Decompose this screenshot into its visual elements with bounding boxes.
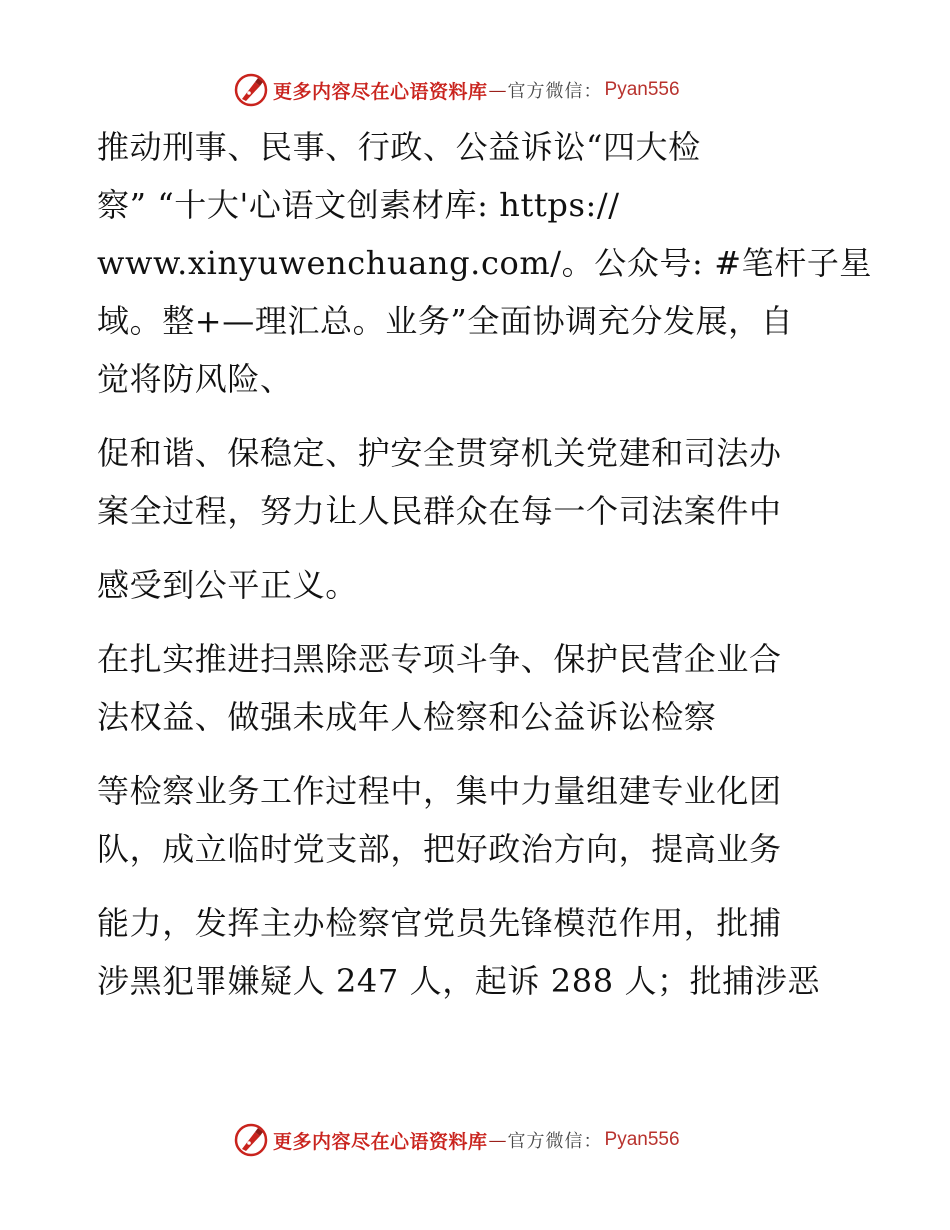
header-banner (233, 72, 680, 108)
body-line: 域。整+—理汇总。业务”全面协调充分发展，自 (97, 302, 794, 340)
body-line: 等检察业务工作过程中，集中力量组建专业化团 (97, 772, 782, 810)
banner-separator: — (488, 79, 507, 101)
pen-nib-logo-icon (233, 1122, 269, 1158)
brand-text: 更多内容尽在心语资料库 (273, 1130, 488, 1153)
body-line: 法权益、做强未成年人检察和公益诉讼检察 (97, 698, 717, 736)
wechat-id: Pyan556 (604, 79, 680, 100)
body-line: 察” “十大'心语文创素材库: https:// (97, 186, 620, 224)
footer-banner (233, 1122, 680, 1158)
body-line: www.xinyuwenchuang.com/。公众号: #笔杆子星 (97, 244, 873, 282)
body-line: 促和谐、保稳定、护安全贯穿机关党建和司法办 (97, 434, 782, 472)
body-line: 在扎实推进扫黑除恶专项斗争、保护民营企业合 (97, 640, 782, 678)
body-line: 案全过程，努力让人民群众在每一个司法案件中 (97, 492, 782, 530)
body-line: 队，成立临时党支部，把好政治方向，提高业务 (97, 830, 782, 868)
body-line: 觉将防风险、 (97, 360, 293, 398)
wechat-label: 官方微信： (507, 81, 603, 102)
body-line: 能力，发挥主办检察官党员先锋模范作用，批捕 (97, 904, 782, 942)
pen-nib-logo-icon (233, 72, 269, 108)
body-line: 涉黑犯罪嫌疑人 247 人，起诉 288 人；批捕涉恶 (97, 962, 821, 1000)
banner-separator: — (488, 1129, 507, 1151)
brand-text: 更多内容尽在心语资料库 (273, 80, 488, 103)
wechat-id: Pyan556 (604, 1129, 680, 1150)
body-line: 感受到公平正义。 (97, 566, 358, 604)
body-line: 推动刑事、民事、行政、公益诉讼“四大检 (97, 128, 701, 166)
wechat-label: 官方微信： (507, 1131, 603, 1152)
